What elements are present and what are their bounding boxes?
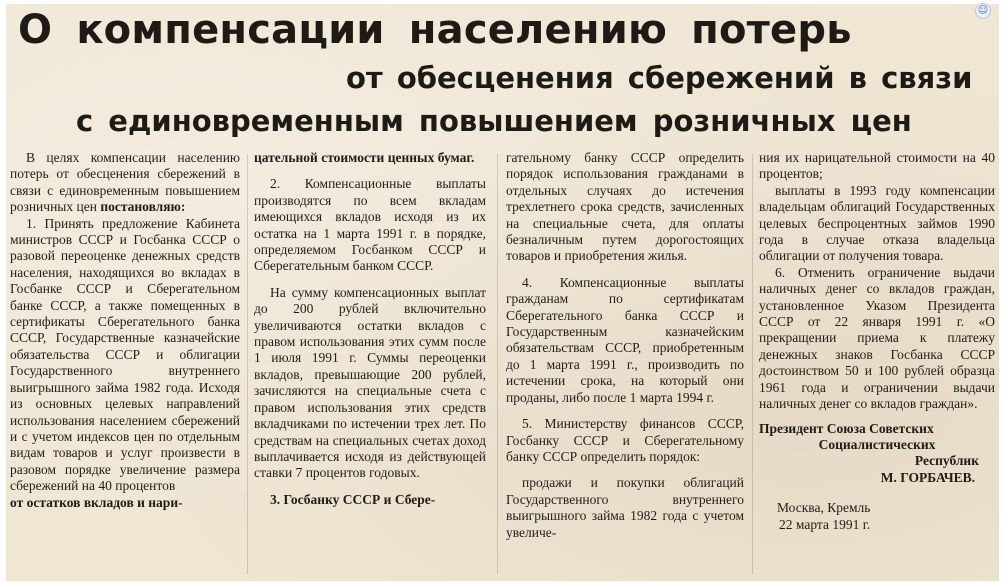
paragraph-text: В целях компенсации населению потерь от обесценения сбережений в связи с единовременным повышением розничных цен	[10, 150, 240, 215]
paragraph: 5. Министерству финансов СССР, Госбанку СССР и Сберегательному банку СССР определить порядок:	[506, 416, 744, 464]
paragraph: 4. Компенсационные выплаты гражданам по сертификатам Сберегательного банка СССР и Государственным казначейским обязательствам СССР, приобретенным до 1 марта 1991 г., производить по истечении срока, на который они проданы, либо после 1 марта 1994 г.	[506, 274, 744, 405]
paragraph: выплаты в 1993 году компенсации владельцам облигаций Государственных целевых беспроцентных займов 1990 года в случае отказа владельца облигации от получения товара.	[759, 182, 995, 264]
headline-line-3: с единовременным повышением розничных цен	[76, 104, 912, 138]
signature-title: Президент Союза Советских	[759, 420, 934, 436]
paragraph: 2. Компенсационные выплаты производятся по всем вкладам имеющихся вкладов исходя из их остатка на 1 марта 1991 г. в порядке, определяемом Госбанком СССР и Сберегательным банком СССР.	[254, 176, 486, 274]
text-column-3	[506, 150, 744, 581]
paragraph: цательной стоимости ценных бумаг.	[254, 150, 475, 165]
paragraph: На сумму компенсационных выплат до 200 рублей включительно увеличиваются остатки вкладов с правом использования этих сумм после 1 июля 1991 г. Суммы переоценки вкладов, превышающие 200 рублей, зачисляются на специальные счета с правом использования этих средств вкладчиками по истечении трех лет. По средствам на специальных счетах доход выплачивается исходя из действующей ставки 7 процентов годовых.	[254, 284, 486, 481]
headline-line-1: О компенсации населению потерь	[18, 7, 852, 53]
column-rule	[497, 154, 498, 574]
paragraph-tail: от остатков вкладов и нари-	[10, 494, 183, 510]
column-rule	[752, 154, 753, 574]
headline-line-2: от обесценения сбережений в связи	[346, 61, 973, 95]
column-rule	[247, 154, 248, 574]
face-icon[interactable]: ☺	[975, 3, 991, 19]
paragraph	[10, 150, 240, 216]
signature-title: Социалистических	[818, 436, 936, 452]
paragraph: 6. Отменить ограничение выдачи наличных денег со вкладов граждан, установленное Указом Президента СССР от 22 января 1991 г. «О прекращении приема к платежу денежных знаков Госбанка СССР достоинством 50 и 100 рублей образца 1961 года и ограничении выдачи наличных денег со вкладов граждан».	[759, 264, 995, 412]
date-line: 22 марта 1991 г.	[779, 516, 871, 532]
text-column-4	[759, 150, 995, 581]
signature-name: М. ГОРБАЧЕВ.	[880, 469, 975, 485]
paragraph: 1. Принять предложение Кабинета министров СССР и Госбанка СССР о разовой переоценке денежных средств населения, находящихся во вкладах в Госбанке СССР и Сберегательном банке СССР, а также помещенных в сертификаты Сберегательного банка СССР, Государственные казначейские обязательства СССР и облигации Государственного внутреннего выигрышного займа 1982 года. Исходя из основных целевых направлений использования населением сбережений и с учетом индексов цен по отдельным видам товаров и услуг произвести в разовом порядке увеличение размера сбережений на 40 процентов	[10, 215, 240, 494]
place-line: Москва, Кремль	[777, 500, 871, 516]
signature-title: Республик	[914, 453, 979, 469]
paragraph: ния их нарицательной стоимости на 40 процентов;	[759, 150, 995, 182]
text-column-2	[254, 150, 486, 581]
paragraph: гательному банку СССР определить порядок использования гражданами в отдельных случаях до истечения трехлетнего срока средств, зачисленных на специальные счета, для оплаты безналичным путем дорогостоящих товаров и приобретения жилья.	[506, 150, 744, 264]
text-column-1	[10, 150, 240, 581]
paragraph: 3. Госбанку СССР и Сбере-	[270, 491, 436, 507]
signature-block	[759, 421, 995, 487]
decree-keyword: постановляю:	[100, 199, 186, 215]
newspaper-clipping	[6, 4, 999, 581]
paragraph: продажи и покупки облигаций Государственного внутреннего выигрышного займа 1982 года с учетом увеличе-	[506, 475, 744, 540]
